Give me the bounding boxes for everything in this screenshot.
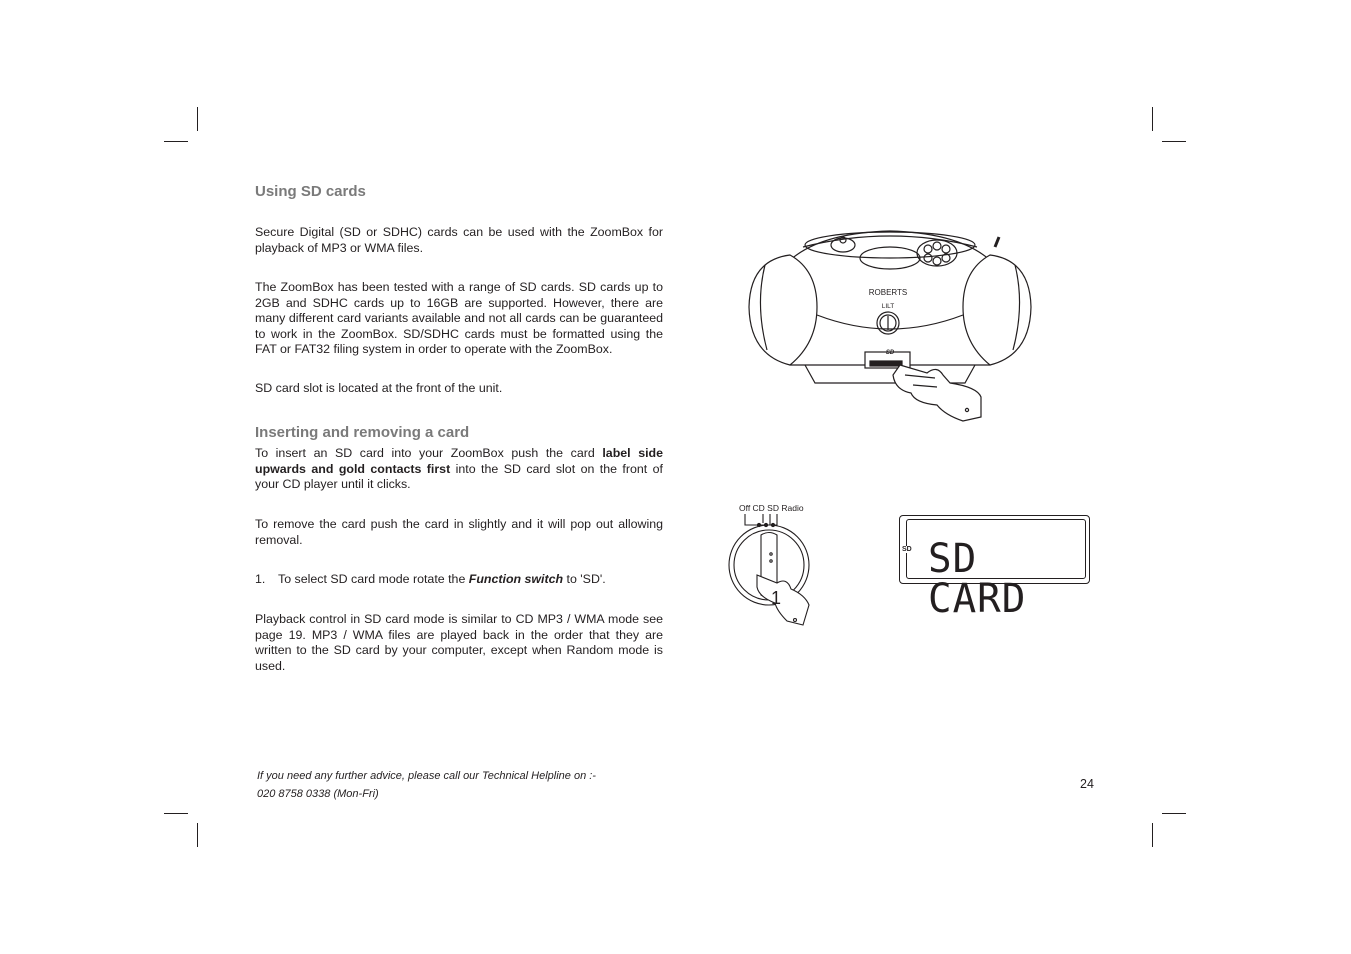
insert-text-end: into the SD card slot on the front of your CD player until it clicks. (255, 461, 663, 492)
section-title-using-sd-cards: Using SD cards (255, 183, 366, 200)
paragraph-intro: Secure Digital (SD or SDHC) cards can be used with the ZoomBox for playback of MP3 or WMA files. (255, 225, 663, 255)
crop-mark (1152, 823, 1153, 847)
step-number-marker: 1 (771, 588, 782, 608)
function-switch-illustration (725, 497, 825, 632)
crop-mark (1162, 141, 1186, 142)
paragraph-playback-control: Playback control in SD card mode is similar to CD MP3 / WMA mode see page 19. MP3 / WMA files are played back in the order that they are written to the SD card by your computer, except when Random mode is used. (255, 612, 663, 673)
lcd-main-text: SD CARD (928, 536, 1027, 622)
step-1 (255, 572, 663, 588)
lcd-display (899, 515, 1090, 622)
sd-logo: SD (885, 350, 895, 356)
page-number: 24 (1080, 777, 1094, 791)
helpline-text: If you need any further advice, please call our Technical Helpline on :- (257, 770, 596, 782)
brand-label: ROBERTS (868, 288, 908, 297)
crop-mark (164, 141, 188, 142)
crop-mark (1152, 107, 1153, 131)
section-title-inserting-removing: Inserting and removing a card (255, 424, 470, 441)
crop-mark (197, 107, 198, 131)
paragraph-slot-location: SD card slot is located at the front of the unit. (255, 381, 503, 395)
step-number: 1. (255, 572, 266, 586)
paragraph-insert-card (255, 446, 663, 493)
function-switch-label: Function switch (468, 572, 564, 586)
paragraph-compatibility: The ZoomBox has been tested with a range of SD cards. SD cards up to 2GB and SDHC cards up to 16GB are supported. However, there are many different card variants available and not all cards can be guaranteed to work in the ZoomBox. SD/SDHC cards must be formatted using the FAT or FAT32 filing system in order to operate with the ZoomBox. (255, 280, 663, 357)
insert-emphasis: label side upwards and gold contacts first (255, 446, 663, 476)
insert-text: To insert an SD card into your ZoomBox push the card (255, 446, 603, 460)
lcd-sd-indicator: SD (902, 546, 912, 553)
helpline-number: 020 8758 0338 (Mon-Fri) (257, 788, 379, 800)
crop-mark (1162, 813, 1186, 814)
brand-sub-label: LILT (881, 303, 895, 310)
paragraph-remove-card: To remove the card push the card in slightly and it will pop out allowing removal. (255, 517, 663, 547)
crop-mark (164, 813, 188, 814)
crop-mark (197, 823, 198, 847)
step-text: To select SD card mode rotate the (278, 572, 469, 586)
zoombox-illustration (745, 225, 1035, 425)
step-text-end: to 'SD'. (563, 572, 606, 586)
switch-position-labels: Off CD SD Radio (739, 503, 804, 513)
